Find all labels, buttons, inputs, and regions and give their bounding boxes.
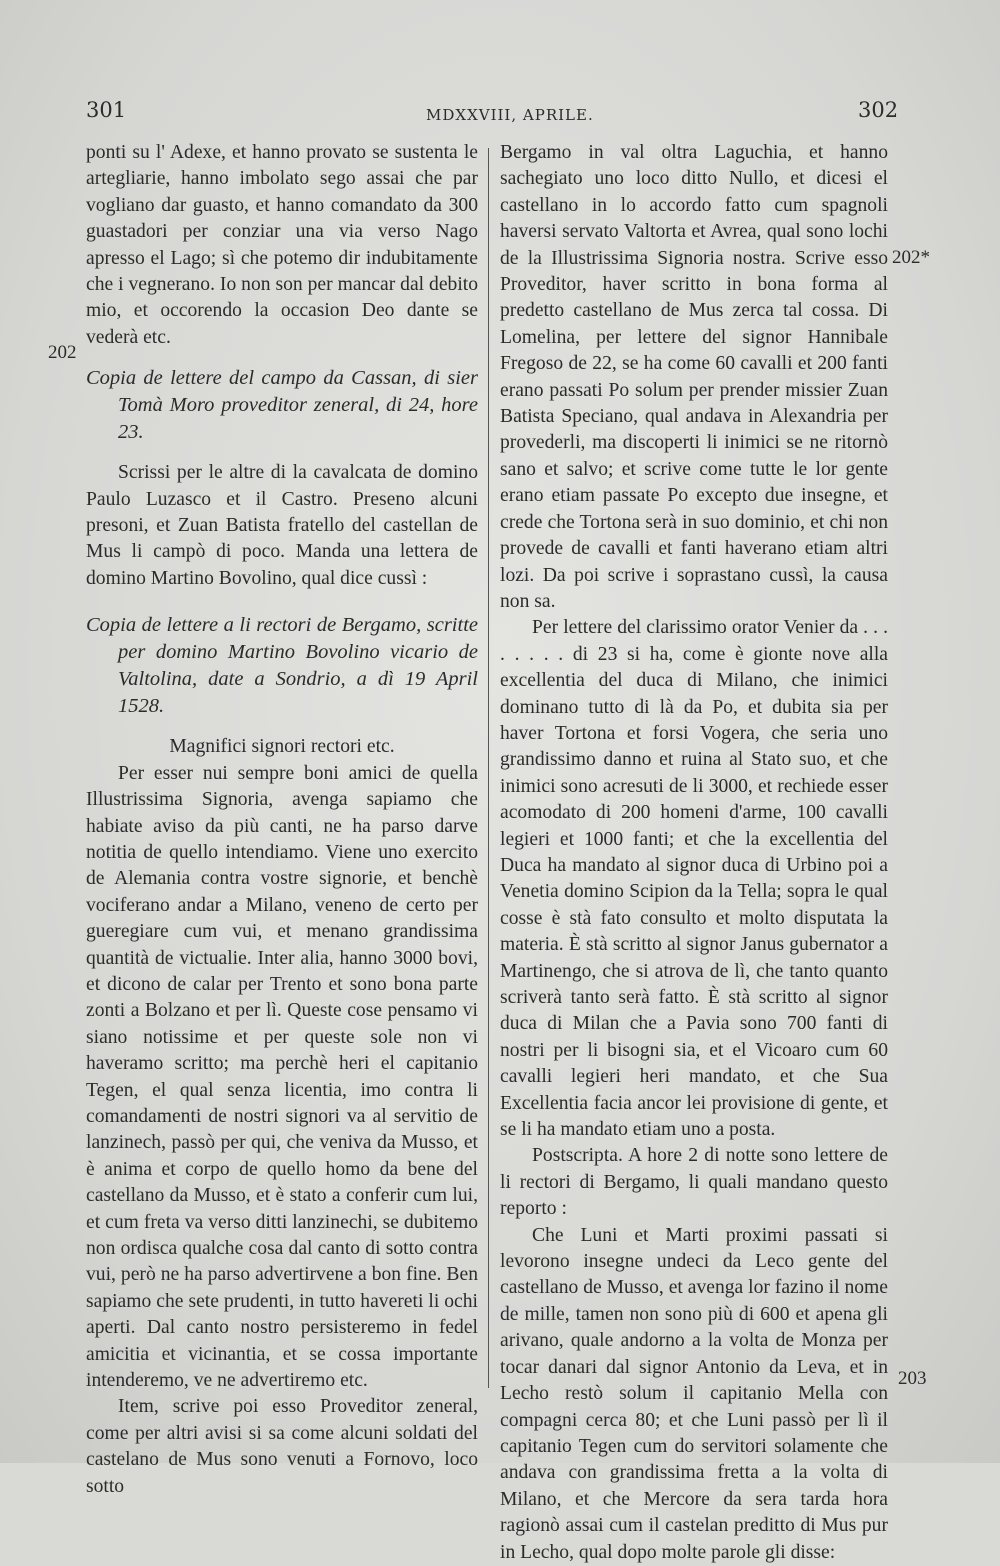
paragraph: Per esser nui sempre boni amici de quella Illustrissima Signoria, avenga sapiamo che habiate aviso da più canti, ne ha parso darve notitia de quello intendiamo. Viene uno exercito de Alemania contra vostre signorie, et benchè vociferano andar a Milano, veneno de certo per gueregiare cum vui, et menano grandissima quantità de victualie. Inter alia, hanno 3000 bovi, et dicono de calar per Trento et sono bona parte zonti a Bolzano et per lì. Queste cose pensamo vi siano notissime et per queste sole non vi haveramo scritto; ma perchè heri el capitanio Tegen, el qual senza licentia, imo contra li comandamenti de nostri signori va al servitio de lanzinech, passò per qui, che veniva da Musso, et è anima et corpo de quello homo da bene del castellano da Musso, et è stato a conferir cum lui, et cum freta va verso ditti lanzinechi, se dubitemo non ordisca qualche cosa dal canto di sotto contra vui, però ne ha parso advertirvene a bon fine. Ben sapiamo che sete prudenti, in tutto havereti li ochi aperti. Dal canto nostro persisteremo in fedel amicitia et vicinantia, et se cossa importante intenderemo, ve ne advertiremo etc. <box>86 762 478 1392</box>
paragraph: Per lettere del clarissimo orator Venier da . . . . . . . . di 23 si ha, come è gionte nove alla excellentia del duca di Milano, che inimici dominano tutto di là da Po, et dubita sia per haver Tortona et forsi Vogera, che seria uno grandissimo danno et ruina al Stato suo, et che inimici sono acresuti de li 3000, et rechiede esser acomodato di 200 homeni d'arme, 100 cavalli legieri et 1000 fanti; et che la excellentia del Duca ha mandato al signor duca di Urbino poi a Venetia domino Scipion da la Tella; sopra le qual cosse è stà fato consulto et molto disputata la materia. È stà scritto al signor Janus gubernator a Martinengo, che si atrova de lì, che tanto quanto scriverà tanto serà fatto. È stà scritto al signor duca di Milan che a Pavia sono 700 fanti di nostri per li bisogni sia, et el Vicoaro cum 60 cavalli legieri heri mandato, et che Sua Excellentia facia ancor lei provisione di gente, et se li ha mandato etiam uno a posta. <box>500 617 888 1141</box>
letter-heading: Copia de lettere a li rectori de Bergamo, scritte per domino Martino Bovolino vicario de Valtolina, date a Sondrio, a dì 19 April 1528. <box>86 614 478 718</box>
letter-heading: Copia de lettere del campo da Cassan, di sier Tomà Moro proveditor zeneral, di 24, hore 23. <box>86 367 478 444</box>
paragraph: Bergamo in val oltra Laguchia, et hanno sachegiato uno loco ditto Nullo, et dicesi el castellano in lo accordo fatto cum spagnoli haversi servato Valtorta et Avrea, qual sono lochi de la Illustrissima Signoria nostra. Scrive esso Proveditor, haver scritto in bona forma al predetto castellano de Mus zerca tal cossa. Di Lomelina, per lettere del signor Hannibale Fregoso de 22, se ha come 60 cavalli et 200 fanti erano passati Po solum per prender missier Zuan Batista Speciano, qual andava in Alexandria per provederli, ma discoperti li inimici se ne ritornò sano et salvo; et scrive come tutte le lor gente erano etiam passate Po excepto due insegne, et crede che Tortona serà in suo dominio, et chi non provede de cavalli et fanti haverano etiam altri lozi. Da poi scrive i soprastano cussì, la causa non sa. <box>500 142 888 612</box>
paragraph: Postscripta. A hore 2 di notte sono lettere de li rectori di Bergamo, li quali mandano questo reporto : <box>500 1145 888 1220</box>
running-title: MDXXVIII, APRILE. <box>426 106 594 124</box>
page-number-right: 302 <box>858 98 899 122</box>
paragraph: ponti su l' Adexe, et hanno provato se sustenta le artegliarie, hanno imbolato sego assai che par vogliano dar guasto, et hanno comandato da 300 guastadori per conziar una via verso Nago apresso el Lago; sì che potemo dir indubitamente che i vegnerano. Io non son per mancar dal debito mio, et occorendo la occasion Deo dante se vederà etc. <box>86 142 478 348</box>
salutation: Magnifici signori rectori etc. <box>169 736 395 758</box>
margin-number-right: 202* <box>892 247 930 268</box>
column-divider <box>488 148 489 1388</box>
paragraph: Che Luni et Marti proximi passati si levorono insegne undeci da Leco gente del castellano de Musso, et avenga lor fazino il nome de mille, tamen non sono più di 600 et apena gli arivano, quale andorno a la volta de Monza per tocar danari dal signor Antonio da Leva, et in Lecho restò solum il capitanio Mella con compagni cerca 80; et che Luni passò per lì il capitanio Tegen cum do servitori solamente che andava con grandissima fretta a la volta di Milano, et che Mercore da sera tarda hora ragionò assai cum il castelan preditto di Mus pur in Lecho, qual dopo molte parole gli disse: <box>500 1224 888 1563</box>
margin-number-bottom: 203 <box>898 1368 927 1389</box>
paragraph: Item, scrive poi esso Proveditor zeneral, come per altri avisi si sa come alcuni soldati del castelano de Mus sono venuti a Fornovo, loco sotto <box>86 1396 478 1497</box>
margin-number-left: 202 <box>48 342 77 363</box>
paragraph: Scrissi per le altre di la cavalcata de domino Paulo Luzasco et il Castro. Preseno alcuni presoni, et Zuan Batista fratello del castellan de Mus li campò di poco. Manda una lettera de domino Martino Bovolino, qual dice cussì : <box>86 462 478 589</box>
right-column <box>500 140 888 1566</box>
page-number-left: 301 <box>86 98 127 122</box>
left-column <box>86 140 478 1500</box>
